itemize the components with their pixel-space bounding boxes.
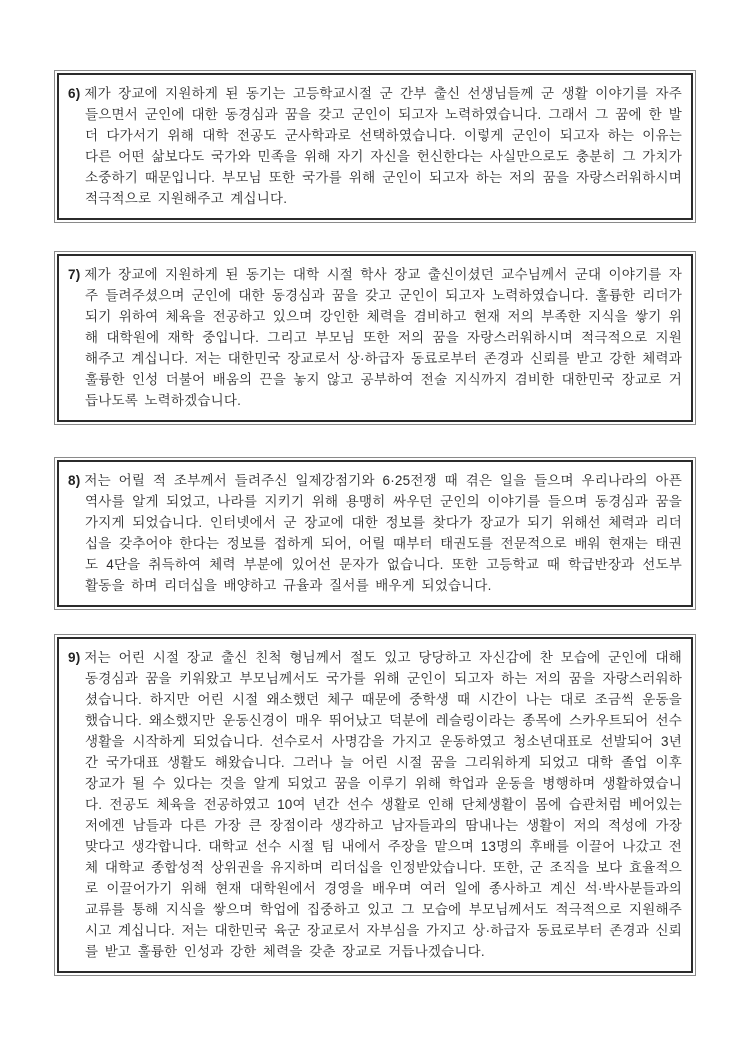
answer-box-9: [57, 637, 693, 973]
answer-box-8: [57, 460, 693, 607]
essay-paragraph-7: [68, 264, 682, 411]
essay-paragraph-6: [68, 83, 682, 209]
item-text-6: 제가 장교에 지원하게 된 동기는 고등학교시절 군 간부 출신 선생님들께 군 생활 이야기를 자주 들으면서 군인에 대한 동경심과 꿈을 갖고 군인이 되고자 노력하였습니다. 그래서 그 꿈에 한 발 더 다가서기 위해 대학 전공도 군사학과로 선택하였습니다. 이렇게 군인이 되고자 하는 이유는 다른 어떤 삶보다도 국가와 민족을 위해 자기 자신을 헌신한다는 사실만으로도 충분히 그 가치가 소중하기 때문입니다. 부모님 또한 국가를 위해 군인이 되고자 하는 저의 꿈을 자랑스러워하시며 적극적으로 지원해주고 계십니다.: [84, 86, 682, 206]
answer-box-6: [57, 73, 693, 220]
item-number-8: 8): [68, 473, 81, 488]
essay-paragraph-8: [68, 470, 682, 596]
essay-paragraph-9: [68, 647, 682, 962]
item-text-7: 제가 장교에 지원하게 된 동기는 대학 시절 학사 장교 출신이셨던 교수님께서 군대 이야기를 자주 들려주셨으며 군인에 대한 동경심과 꿈을 갖고 군인이 되고자 노력하였습니다. 훌륭한 리더가 되기 위하여 체육을 전공하고 있으며 강인한 체력을 겸비하고 현재 저의 부족한 지식을 쌓기 위해 대학원에 재학 중입니다. 그리고 부모님 또한 저의 꿈을 자랑스러워하시며 적극적으로 지원 해주고 계십니다. 저는 대한민국 장교로서 상·하급자 동료로부터 존경과 신뢰를 받고 강한 체력과 훌륭한 인성 더불어 배움의 끈을 놓지 않고 공부하여 전술 지식까지 겸비한 대한민국 장교로 거듭나도록 노력하겠습니다.: [84, 267, 682, 408]
item-number-9: 9): [68, 650, 81, 665]
answer-box-7: [57, 254, 693, 422]
item-number-7: 7): [68, 267, 81, 282]
item-text-9: 저는 어린 시절 장교 출신 친척 형님께서 절도 있고 당당하고 자신감에 찬 모습에 군인에 대해 동경심과 꿈을 키워왔고 부모님께서도 국가를 위해 군인이 되고자 하는 저의 꿈을 자랑스러워하셨습니다. 하지만 어린 시절 왜소했던 체구 때문에 중학생 때 시간이 나는 대로 조금씩 운동을 했습니다. 왜소했지만 운동신경이 매우 뛰어났고 덕분에 레슬링이라는 종목에 스카우트되어 선수 생활을 시작하게 되었습니다. 선수로서 사명감을 가지고 운동하였고 청소년대표로 선발되어 3년간 국가대표 생활도 해왔습니다. 그러나 늘 어린 시절 꿈을 그리워하게 되었고 대학 졸업 이후 장교가 될 수 있다는 것을 알게 되었고 꿈을 이루기 위해 학업과 운동을 병행하며 생활하였습니다. 전공도 체육을 전공하였고 10여 년간 선수 생활로 인해 단체생활이 몸에 습관처럼 베어있는 저에겐 남들과 다른 가장 큰 장점이라 생각하고 남자들과의 땀내나는 생활이 저의 적성에 가장 맞다고 생각합니다. 대학교 선수 시절 팀 내에서 주장을 맡으며 13명의 후배를 이끌어 나갔고 전체 대학교 종합성적 상위권을 유지하며 리더십을 인정받았습니다. 또한, 군 조직을 보다 효율적으로 이끌어가기 위해 현재 대학원에서 경영을 배우며 여러 일에 종사하고 계신 석·박사분들과의 교류를 통해 지식을 쌓으며 학업에 집중하고 있고 그 모습에 부모님께서도 적극적으로 지원해주시고 계십니다. 저는 대한민국 육군 장교로서 자부심을 가지고 상·하급자 동료로부터 존경과 신뢰를 받고 훌륭한 인성과 강한 체력을 갖춘 장교로 거듭나겠습니다.: [84, 650, 682, 959]
item-text-8: 저는 어릴 적 조부께서 들려주신 일제강점기와 6·25전쟁 때 겪은 일을 들으며 우리나라의 아픈 역사를 알게 되었고, 나라를 지키기 위해 용맹히 싸우던 군인의 이야기를 들으며 동경심과 꿈을 가지게 되었습니다. 인터넷에서 군 장교에 대한 정보를 찾다가 장교가 되기 위해선 체력과 리더십을 갖추어야 한다는 정보를 접하게 되어, 어릴 때부터 태권도를 전문적으로 배워 현재는 태권도 4단을 취득하여 체력 부분에 있어선 문자가 없습니다. 또한 고등학교 때 학급반장과 선도부 활동을 하며 리더십을 배양하고 규율과 질서를 배우게 되었습니다.: [84, 473, 682, 593]
item-number-6: 6): [68, 86, 81, 101]
